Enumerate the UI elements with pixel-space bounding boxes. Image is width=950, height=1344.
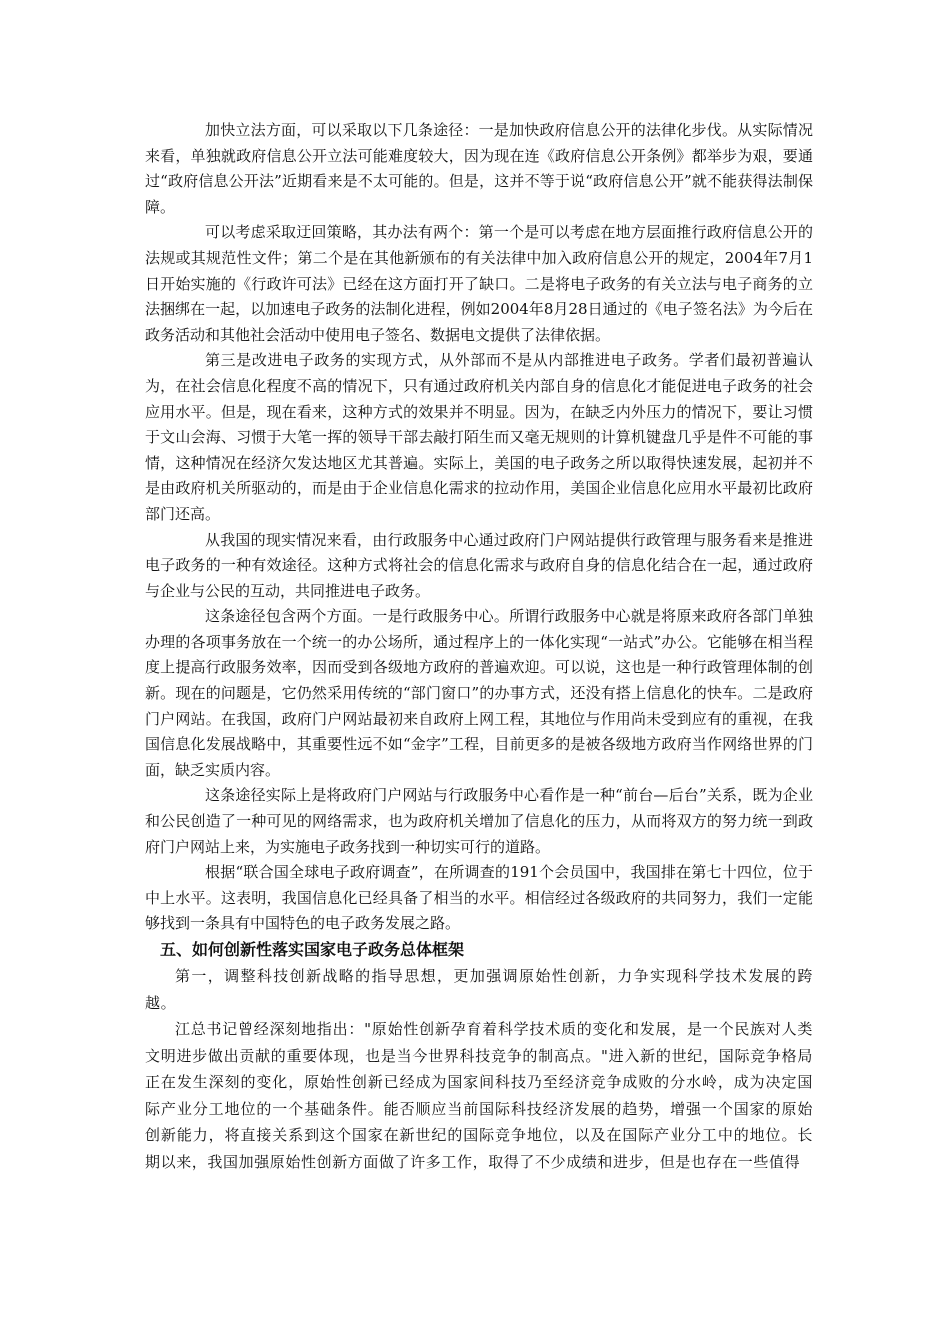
paragraph-legislation-paths: 加快立法方面，可以采取以下几条途径：一是加快政府信息公开的法律化步伐。从实际情况来看，单独就政府信息公开立法可能难度较大，因为现在连《政府信息公开条例》都举步为艰，要通过“政府信息公开法”近期看来是不太可能的。但是，这并不等于说“政府信息公开”就不能获得法制保障。	[145, 121, 813, 216]
paragraph-external-push: 第三是改进电子政务的实现方式，从外部而不是从内部推进电子政务。学者们最初普遍认为，在社会信息化程度不高的情况下，只有通过政府机关内部自身的信息化才能促进电子政务的社会应用水平。但是，现在看来，这种方式的效果并不明显。因为，在缺乏内外压力的情况下，要让习惯于文山会海、习惯于大笔一挥的领导干部去敲打陌生而又毫无规则的计算机键盘几乎是件不可能的事情，这种情况在经济欠发达地区尤其普遍。实际上，美国的电子政务之所以取得快速发展，起初并不是由政府机关所驱动的，而是由于企业信息化需求的拉动作用，美国企业信息化应用水平最初比政府部门还高。	[145, 351, 813, 523]
paragraph-strategy-first: 第一，调整科技创新战略的指导思想，更加强调原始性创新，力争实现科学技术发展的跨越。	[145, 967, 813, 1012]
document-page	[145, 118, 813, 1175]
paragraph-indirect-strategy: 可以考虑采取迂回策略，其办法有两个：第一个是可以考虑在地方层面推行政府信息公开的法规或其规范性文件；第二个是在其他新颁布的有关法律中加入政府信息公开的规定，2004年7月1日开始实施的《行政许可法》已经在这方面打开了缺口。二是将电子政务的有关立法与电子商务的立法捆绑在一起，以加速电子政务的法制化进程，例如2004年8月28日通过的《电子签名法》为今后在政务活动和其他社会活动中使用电子签名、数据电文提供了法律依据。	[145, 223, 813, 344]
paragraph-un-survey: 根据“联合国全球电子政府调查”，在所调查的191个会员国中，我国排在第七十四位，位于中上水平。这表明，我国信息化已经具备了相当的水平。相信经过各级政府的共同努力，我们一定能够找到一条具有中国特色的电子政务发展之路。	[145, 863, 813, 933]
paragraph-china-reality: 从我国的现实情况来看，由行政服务中心通过政府门户网站提供行政管理与服务看来是推进电子政务的一种有效途径。这种方式将社会的信息化需求与政府自身的信息化结合在一起，通过政府与企业与公民的互动，共同推进电子政务。	[145, 530, 813, 600]
paragraph-two-aspects: 这条途径包含两个方面。一是行政服务中心。所谓行政服务中心就是将原来政府各部门单独办理的各项事务放在一个统一的办公场所，通过程序上的一体化实现“一站式”办公。它能够在相当程度上提高行政服务效率，因而受到各级地方政府的普遍欢迎。可以说，这也是一种行政管理体制的创新。现在的问题是，它仍然采用传统的“部门窗口”的办事方式，还没有搭上信息化的快车。二是政府门户网站。在我国，政府门户网站最初来自政府上网工程，其地位与作用尚未受到应有的重视，在我国信息化发展战略中，其重要性远不如“金字”工程，目前更多的是被各级地方政府当作网络世界的门面，缺乏实质内容。	[145, 607, 813, 779]
section-heading: 五、如何创新性落实国家电子政务总体框架	[160, 940, 465, 959]
paragraph-original-innovation: 江总书记曾经深刻地指出："原始性创新孕育着科学技术质的变化和发展，是一个民族对人类文明进步做出贡献的重要体现，也是当今世界科技竞争的制高点。"进入新的世纪，国际竞争格局正在发生深刻的变化，原始性创新已经成为国家间科技乃至经济竞争成败的分水岭，成为决定国际产业分工地位的一个基础条件。能否顺应当前国际科技经济发展的趋势，增强一个国家的原始创新能力，将直接关系到这个国家在新世纪的国际竞争地位，以及在国际产业分工中的地位。长期以来，我国加强原始性创新方面做了许多工作，取得了不少成绩和进步，但是也存在一些值得	[145, 1020, 813, 1171]
paragraph-front-back: 这条途径实际上是将政府门户网站与行政服务中心看作是一种“前台—后台”关系，既为企业和公民创造了一种可见的网络需求，也为政府机关增加了信息化的压力，从而将双方的努力统一到政府门户网站上来，为实施电子政务找到一种切实可行的道路。	[145, 786, 813, 856]
